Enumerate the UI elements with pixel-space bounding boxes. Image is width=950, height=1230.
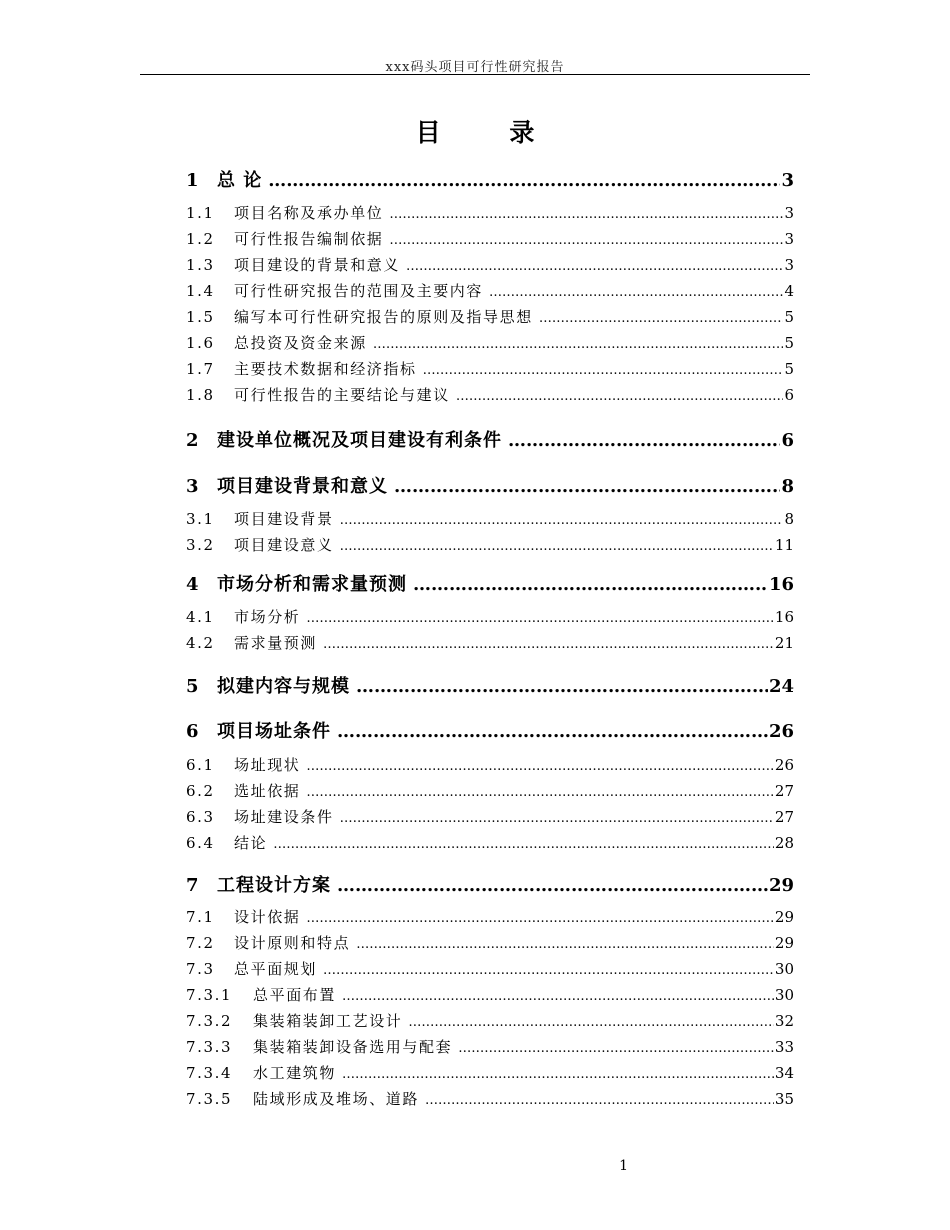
toc-entry[interactable] <box>186 780 794 802</box>
toc-entry-number: 2 <box>186 430 199 451</box>
toc-entry-page: 3 <box>781 170 794 191</box>
toc-leader-dots <box>337 875 768 896</box>
toc-leader-dots <box>306 785 774 800</box>
toc-entry-number: 3 <box>186 476 199 497</box>
toc-entry-label: 项目场址条件 <box>217 721 331 742</box>
toc-entry-number: 6 <box>186 721 199 742</box>
toc-entry-number: 1 <box>186 170 199 191</box>
toc-title: 目 录 <box>415 118 565 147</box>
toc-entry-label: 水工建筑物 <box>253 1064 337 1082</box>
toc-leader-dots <box>508 430 780 451</box>
toc-entry-label: 建设单位概况及项目建设有利条件 <box>217 430 502 451</box>
toc-leader-dots <box>406 259 783 274</box>
toc-entry-page: 16 <box>768 574 794 595</box>
toc-entry-label: 总投资及资金来源 <box>234 334 367 352</box>
toc-entry[interactable] <box>186 672 794 698</box>
toc-entry-page: 30 <box>774 960 794 978</box>
toc-entry-number: 7.3.1 <box>186 986 233 1004</box>
toc-entry-page: 30 <box>774 986 794 1004</box>
toc-entry[interactable] <box>186 228 794 250</box>
toc-entry-page: 16 <box>774 608 794 626</box>
toc-entry-label: 拟建内容与规模 <box>217 676 350 697</box>
toc-entry[interactable] <box>186 871 794 897</box>
toc-entry-label: 场址现状 <box>234 756 301 774</box>
toc-entry[interactable] <box>186 932 794 954</box>
toc-entry-page: 21 <box>774 634 794 652</box>
toc-entry-page: 35 <box>774 1090 794 1108</box>
toc-leader-dots <box>389 207 783 222</box>
page-header: xxx码头项目可行性研究报告 <box>385 60 565 75</box>
toc-leader-dots <box>458 1041 774 1056</box>
toc-entry-number: 6.2 <box>186 782 215 800</box>
toc-entry-label: 陆域形成及堆场、道路 <box>253 1090 420 1108</box>
toc-leader-dots <box>268 170 780 191</box>
toc-entry[interactable] <box>186 280 794 302</box>
toc-entry[interactable] <box>186 806 794 828</box>
toc-entry-label: 总平面规划 <box>234 960 318 978</box>
toc-entry-label: 可行性报告的主要结论与建议 <box>234 386 450 404</box>
toc-entry-page: 3 <box>784 230 794 248</box>
toc-entry[interactable] <box>186 508 794 530</box>
toc-entry-label: 项目名称及承办单位 <box>234 204 384 222</box>
toc-leader-dots <box>306 759 774 774</box>
toc-leader-dots <box>340 513 784 528</box>
toc-entry-page: 24 <box>768 676 794 697</box>
toc-entry-page: 4 <box>784 282 794 300</box>
toc-entry-number: 1.4 <box>186 282 215 300</box>
toc-entry-number: 1.1 <box>186 204 215 222</box>
toc-leader-dots <box>423 363 784 378</box>
toc-entry-page: 26 <box>774 756 794 774</box>
toc-entry-page: 3 <box>784 204 794 222</box>
toc-entry-label: 可行性报告编制依据 <box>234 230 384 248</box>
toc-entry[interactable] <box>186 717 794 743</box>
toc-leader-dots <box>413 574 768 595</box>
toc-leader-dots <box>342 1067 774 1082</box>
toc-entry[interactable] <box>186 534 794 556</box>
toc-entry-label: 场址建设条件 <box>234 808 334 826</box>
toc-entry-label: 设计依据 <box>234 908 301 926</box>
toc-entry-number: 4 <box>186 574 199 595</box>
toc-entry-number: 7.3 <box>186 960 215 978</box>
toc-entry-page: 29 <box>774 934 794 952</box>
toc-leader-dots <box>323 637 774 652</box>
toc-leader-dots <box>306 911 774 926</box>
toc-entry-label: 集装箱装卸工艺设计 <box>253 1012 403 1030</box>
toc-entry-number: 7.2 <box>186 934 215 952</box>
toc-entry[interactable] <box>186 166 794 192</box>
toc-entry-page: 5 <box>784 334 794 352</box>
toc-entry-page: 32 <box>774 1012 794 1030</box>
toc-entry-label: 结论 <box>234 834 268 852</box>
toc-entry-page: 5 <box>784 308 794 326</box>
toc-leader-dots <box>273 837 774 852</box>
toc-entry[interactable] <box>186 632 794 654</box>
toc-entry-label: 编写本可行性研究报告的原则及指导思想 <box>234 308 533 326</box>
toc-leader-dots <box>356 937 774 952</box>
toc-leader-dots <box>408 1015 774 1030</box>
toc-entry-label: 选址依据 <box>234 782 301 800</box>
toc-leader-dots <box>340 811 774 826</box>
toc-entry-number: 1.3 <box>186 256 215 274</box>
toc-leader-dots <box>456 389 784 404</box>
toc-entry[interactable] <box>186 202 794 224</box>
toc-entry[interactable] <box>186 1010 794 1032</box>
toc-entry-label: 设计原则和特点 <box>234 934 351 952</box>
toc-entry-label: 市场分析 <box>234 608 301 626</box>
toc-entry-number: 6.1 <box>186 756 215 774</box>
toc-entry[interactable] <box>186 984 794 1006</box>
toc-entry-page: 8 <box>784 510 794 528</box>
toc-entry-number: 1.8 <box>186 386 215 404</box>
toc-entry[interactable] <box>186 1088 794 1110</box>
toc-entry-page: 3 <box>784 256 794 274</box>
toc-entry-label: 工程设计方案 <box>217 875 331 896</box>
toc-entry-page: 6 <box>781 430 794 451</box>
toc-entry[interactable] <box>186 754 794 776</box>
toc-entry-page: 34 <box>774 1064 794 1082</box>
toc-entry[interactable] <box>186 254 794 276</box>
toc-entry-page: 8 <box>781 476 794 497</box>
toc-entry-label: 可行性研究报告的范围及主要内容 <box>234 282 484 300</box>
toc-entry-number: 3.1 <box>186 510 215 528</box>
toc-entry[interactable] <box>186 472 794 498</box>
toc-entry-label: 项目建设背景和意义 <box>217 476 388 497</box>
toc-entry-page: 29 <box>774 908 794 926</box>
toc-leader-dots <box>306 611 774 626</box>
toc-entry-number: 1.7 <box>186 360 215 378</box>
toc-leader-dots <box>356 676 768 697</box>
toc-entry-number: 6.3 <box>186 808 215 826</box>
toc-entry[interactable] <box>186 958 794 980</box>
toc-entry[interactable] <box>186 426 794 452</box>
toc-entry-page: 27 <box>774 808 794 826</box>
toc-entry-number: 7.3.3 <box>186 1038 233 1056</box>
toc-entry-label: 项目建设背景 <box>234 510 334 528</box>
toc-entry-number: 4.2 <box>186 634 215 652</box>
toc-entry[interactable] <box>186 1036 794 1058</box>
toc-entry-page: 28 <box>774 834 794 852</box>
toc-leader-dots <box>389 233 783 248</box>
toc-leader-dots <box>337 721 768 742</box>
toc-entry-number: 1.6 <box>186 334 215 352</box>
toc-entry-label: 总平面布置 <box>253 986 337 1004</box>
toc-entry-number: 7.3.2 <box>186 1012 233 1030</box>
toc-entry-label: 项目建设意义 <box>234 536 334 554</box>
toc-entry[interactable] <box>186 332 794 354</box>
toc-entry-number: 4.1 <box>186 608 215 626</box>
toc-entry[interactable] <box>186 906 794 928</box>
toc-entry-number: 7.1 <box>186 908 215 926</box>
toc-leader-dots <box>373 337 784 352</box>
toc-leader-dots <box>489 285 783 300</box>
toc-leader-dots <box>394 476 780 497</box>
toc-entry-label: 需求量预测 <box>234 634 318 652</box>
toc-leader-dots <box>539 311 784 326</box>
toc-entry-label: 市场分析和需求量预测 <box>217 574 407 595</box>
toc-entry-number: 7.3.4 <box>186 1064 233 1082</box>
toc-leader-dots <box>425 1093 774 1108</box>
toc-entry-page: 27 <box>774 782 794 800</box>
toc-entry-number: 7.3.5 <box>186 1090 233 1108</box>
toc-entry-label: 集装箱装卸设备选用与配套 <box>253 1038 453 1056</box>
toc-entry-page: 33 <box>774 1038 794 1056</box>
toc-entry[interactable] <box>186 1062 794 1084</box>
toc-leader-dots <box>323 963 774 978</box>
toc-entry[interactable] <box>186 384 794 406</box>
toc-entry[interactable] <box>186 832 794 854</box>
toc-entry-number: 7 <box>186 875 199 896</box>
toc-entry[interactable] <box>186 606 794 628</box>
toc-entry-page: 5 <box>784 360 794 378</box>
toc-entry-page: 11 <box>774 536 794 554</box>
page-number: 1 <box>619 1158 628 1174</box>
toc-entry-label: 总 论 <box>217 170 263 191</box>
toc-entry-number: 5 <box>186 676 199 697</box>
toc-entry-page: 26 <box>768 721 794 742</box>
toc-entry-number: 6.4 <box>186 834 215 852</box>
toc-entry-number: 1.5 <box>186 308 215 326</box>
toc-entry[interactable] <box>186 570 794 596</box>
toc-entry[interactable] <box>186 306 794 328</box>
toc-entry-page: 29 <box>768 875 794 896</box>
toc-entry[interactable] <box>186 358 794 380</box>
toc-entry-number: 1.2 <box>186 230 215 248</box>
toc-entry-label: 项目建设的背景和意义 <box>234 256 401 274</box>
toc-leader-dots <box>342 989 774 1004</box>
toc-entry-page: 6 <box>784 386 794 404</box>
toc-leader-dots <box>340 539 774 554</box>
toc-entry-label: 主要技术数据和经济指标 <box>234 360 417 378</box>
toc-entry-number: 3.2 <box>186 536 215 554</box>
header-rule <box>140 74 810 75</box>
